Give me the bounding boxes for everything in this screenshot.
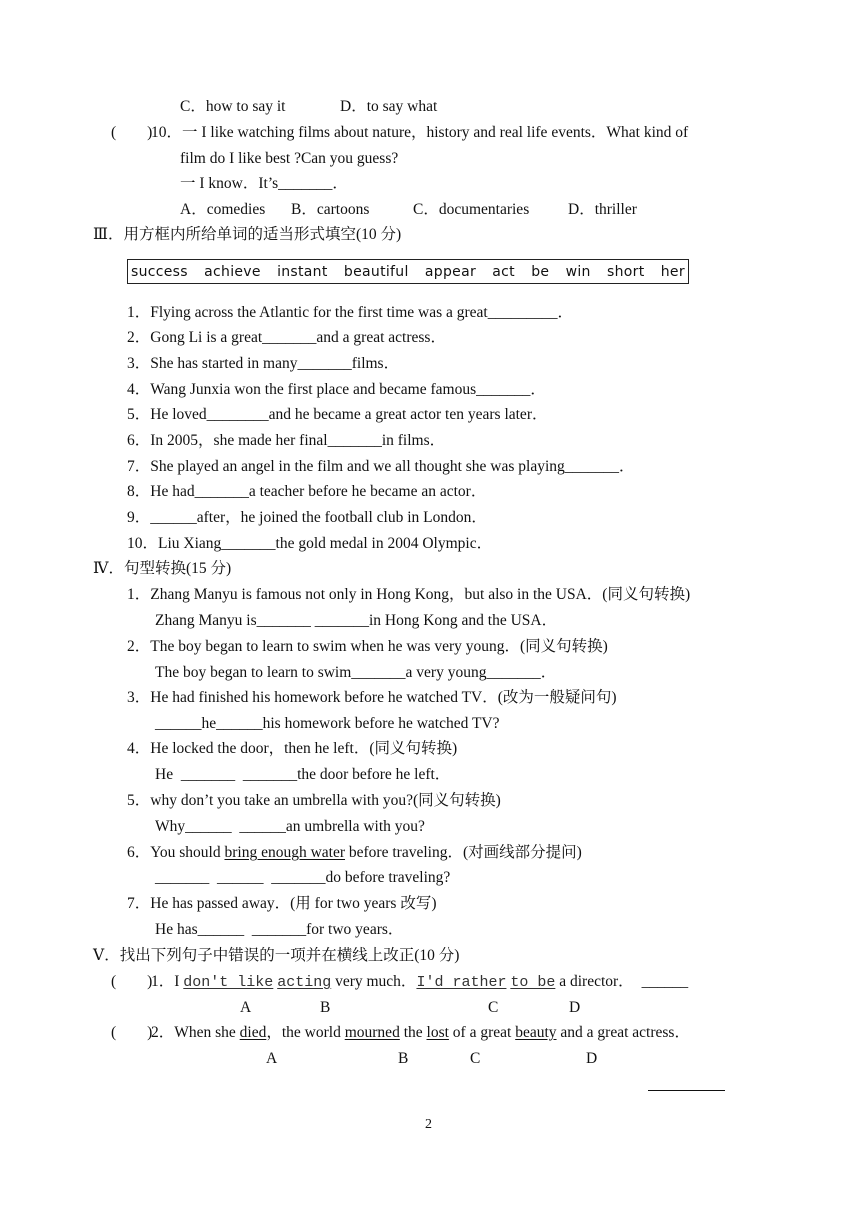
q10-question-line3: 一 I know．It’s_______． [180, 175, 348, 192]
s5q2-part-a: died [239, 1024, 267, 1041]
s5q2-part-b: mourned [344, 1024, 400, 1041]
word-box-item: instant [277, 263, 328, 280]
s5q2-part-c: lost [426, 1024, 449, 1041]
s5q1-correction-blank: ______ [641, 973, 689, 990]
section4-answer: The boy began to learn to swim_______a very young_______． [155, 664, 557, 681]
s5q1-part-c: I′d rather [416, 974, 507, 991]
s5q1-sentence [151, 972, 688, 993]
section4-question: 4．He locked the door，then he left．(同义句转换) [127, 740, 458, 757]
s5q2-sentence [151, 1023, 690, 1043]
word-box [127, 259, 689, 284]
page-number: 2 [425, 1117, 432, 1132]
s5q1-sep: very much． [331, 973, 417, 990]
q9-option-d: D．to say what [340, 98, 438, 115]
s5q1-part-a: don′t like [183, 974, 274, 991]
s5q2-num: 2．When she [151, 1024, 240, 1041]
s5q1-num: 1．I [151, 973, 184, 990]
section3-item: 8．He had_______a teacher before he became an actor． [127, 483, 487, 500]
section4-question: 7．He has passed away．(用 for two years 改写) [127, 895, 437, 912]
q6-text-post: before traveling．(对画线部分提问) [345, 844, 582, 861]
section4-question: 5．why don’t you take an umbrella with you?(同义句转换) [127, 792, 501, 809]
section4-answer: He _______ _______the door before he left． [155, 766, 451, 783]
s5q2-part-d: beauty [515, 1024, 557, 1041]
q10-option-d: D．thriller [568, 201, 637, 218]
section3-item: 9．______after，he joined the football club in London． [127, 509, 487, 526]
word-box-item: beautiful [343, 263, 409, 280]
section5-title: Ⅴ．找出下列句子中错误的一项并在横线上改正(10 分) [93, 947, 460, 964]
q6-text-pre: 6．You should [127, 844, 225, 861]
section4-question: 2．The boy began to learn to swim when he was very young．(同义句转换) [127, 638, 608, 655]
section3-item: 4．Wang Junxia won the first place and became famous_______． [127, 381, 546, 398]
s5q2-sep: of a great [448, 1024, 516, 1041]
section4-answer: Why______ ______an umbrella with you? [155, 818, 425, 835]
section4-question [127, 843, 582, 863]
s5q2-label-b: B [398, 1050, 409, 1067]
s5q1-label-c: C [488, 999, 499, 1016]
section4-title: Ⅳ．句型转换(15 分) [93, 560, 232, 577]
word-box-item: her [660, 263, 685, 280]
section4-answer: He has______ _______for two years． [155, 921, 404, 938]
section3-item: 2．Gong Li is a great_______and a great actress． [127, 329, 446, 346]
word-box-item: be [531, 263, 550, 280]
s5q2-label-d: D [586, 1050, 598, 1067]
word-box-item: act [492, 263, 515, 280]
section4-answer: ______he______his homework before he watched TV? [155, 715, 500, 732]
word-box-item: achieve [204, 263, 261, 280]
section3-item: 1．Flying across the Atlantic for the first time was a great_________． [127, 304, 573, 321]
q9-option-c: C．how to say it [180, 98, 286, 115]
s5q2-sep: ，the world [266, 1024, 345, 1041]
section4-question: 3．He had finished his homework before he watched TV．(改为一般疑问句) [127, 689, 617, 706]
s5q1-sep: a director． [555, 973, 634, 990]
section4-answer: _______ ______ _______do before traveling? [155, 869, 451, 886]
section4-question: 1．Zhang Manyu is famous not only in Hong Kong，but also in the USA．(同义句转换) [127, 586, 691, 603]
section3-item: 3．She has started in many_______films． [127, 355, 400, 372]
word-box-item: win [565, 263, 591, 280]
q10-question-line2: film do I like best ?Can you guess? [180, 150, 399, 167]
s5q2-label-c: C [470, 1050, 481, 1067]
section3-item: 10．Liu Xiang_______the gold medal in 2004 Olympic． [127, 535, 493, 552]
s5q1-label-b: B [320, 999, 331, 1016]
s5q2-answer-paren: ( ) [111, 1024, 153, 1041]
q10-answer-paren: ( ) [111, 124, 153, 141]
section3-item: 5．He loved________and he became a great actor ten years later． [127, 406, 548, 423]
s5q2-sep: and a great actress． [556, 1024, 690, 1041]
section3-item: 6．In 2005，she made her final_______in films． [127, 432, 446, 449]
s5q2-correction-blank [648, 1090, 725, 1091]
s5q1-label-a: A [240, 999, 252, 1016]
s5q1-answer-paren: ( ) [111, 973, 153, 990]
section3-item: 7．She played an angel in the film and we all thought she was playing_______． [127, 458, 635, 475]
q10-option-a: A．comedies [180, 201, 266, 218]
s5q1-label-d: D [569, 999, 581, 1016]
q6-underlined-phrase: bring enough water [224, 844, 346, 861]
s5q2-label-a: A [266, 1050, 278, 1067]
word-box-item: success [131, 263, 188, 280]
s5q1-part-b: acting [277, 974, 332, 991]
word-box-item: short [607, 263, 645, 280]
s5q1-part-d: to be [510, 974, 556, 991]
word-box-item: appear [424, 263, 477, 280]
q10-option-b: B．cartoons [291, 201, 370, 218]
section4-answer: Zhang Manyu is_______ _______in Hong Kong and the USA． [155, 612, 558, 629]
q10-option-c: C．documentaries [413, 201, 530, 218]
s5q2-sep: the [399, 1024, 427, 1041]
section3-title: Ⅲ．用方框内所给单词的适当形式填空(10 分) [93, 226, 402, 243]
q10-question-line1: 10．一 I like watching films about nature，history and real life events．What kind of [151, 124, 689, 141]
